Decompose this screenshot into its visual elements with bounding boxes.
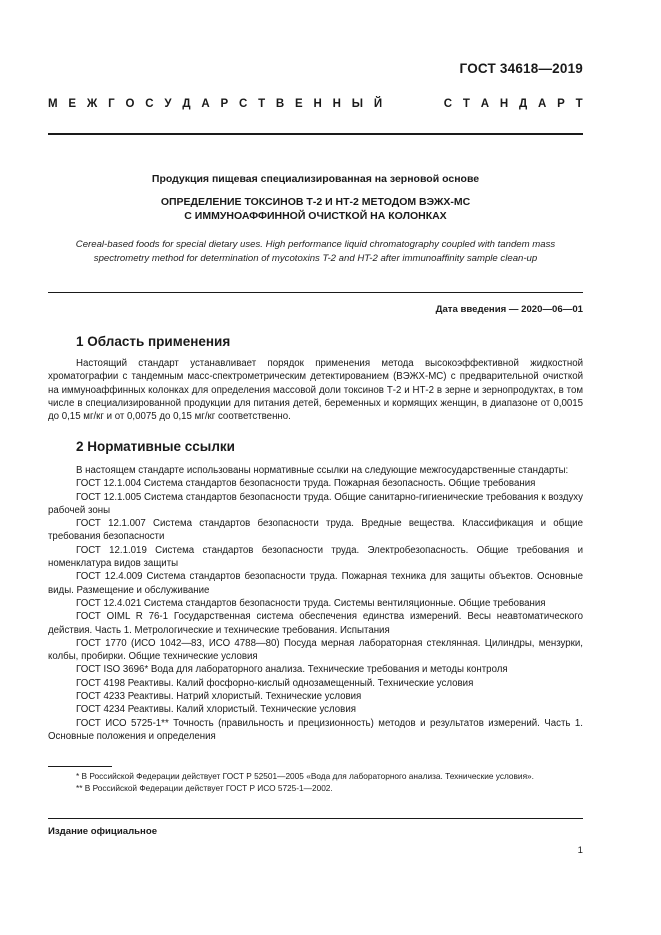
normative-references [48,464,583,743]
footnote-separator [48,766,112,767]
banner-letter: А [201,98,210,110]
document-title-en [48,238,583,266]
header-rule [48,133,583,135]
banner-letter: А [480,98,490,110]
banner-letter: Й [373,98,383,110]
banner-letter: Ж [86,98,98,110]
reference-item: ГОСТ 12.1.004 Система стандартов безопасности труда. Пожарная безопасность. Общие требования [76,478,536,490]
page-number: 1 [577,845,583,856]
reference-item: ГОСТ 12.1.005 Система стандартов безопасности труда. Общие санитарно-гигиенические требования к воздуху рабочей зоны [48,491,583,516]
reference-item: ГОСТ 12.4.021 Система стандартов безопасности труда. Системы вентиляционные. Общие требования [76,597,546,609]
footnote: ** В Российской Федерации действует ГОСТ Р ИСО 5725-1—2002. [76,783,333,793]
banner-letter: С [145,98,154,110]
reference-item: ГОСТ 1770 (ИСО 1042—83, ИСО 4788—80) Посуда мерная лабораторная стеклянная. Цилиндры, мензурки, колбы, пробирки. Общие технические условия [48,637,583,663]
section-heading: 1 Область применения [76,334,231,349]
title-rule [48,292,583,293]
banner-letter: Г [108,98,115,110]
banner-letter: Е [295,98,303,110]
reference-item: ГОСТ 12.1.007 Система стандартов безопасности труда. Вредные вещества. Классификация и общие требования безопасности [48,518,583,543]
banner-letter: Е [68,98,77,110]
reference-item: ГОСТ OIML R 76-1 Государственная система обеспечения единства измерений. Весы неавтоматического действия. Часть 1. Метрологические и технические требования. Испытания [48,611,583,636]
banner-letter: Н [332,98,341,110]
footnotes [48,770,583,794]
banner-letter: Т [462,98,470,110]
banner-letter: Н [499,98,509,110]
banner-letter: Р [220,98,229,110]
banner-letter: Д [182,98,191,110]
banner-letter: О [125,98,135,110]
banner-letter: Т [575,98,583,110]
product-category: Продукция пищевая специализированная на зерновой основе [151,173,480,185]
banner-gap [393,98,433,110]
banner-letter: С [443,98,453,110]
banner-letter: У [164,98,172,110]
reference-item: ГОСТ ИСО 5725-1** Точность (правильность и прецизионность) методов и результатов измерений. Часть 1. Основные положения и определения [48,717,583,742]
banner-letter: Д [518,98,528,110]
banner-letter: Т [258,98,266,110]
banner-letter: Н [313,98,322,110]
reference-item: ГОСТ 4233 Реактивы. Натрий хлористый. Технические условия [76,691,362,703]
reference-item: В настоящем стандарте использованы нормативные ссылки на следующие межгосударственные стандарты: [76,465,569,476]
reference-item: ГОСТ 12.1.019 Система стандартов безопасности труда. Электробезопасность. Общие требования и номенклатура видов защиты [48,544,583,570]
reference-item: ГОСТ 4198 Реактивы. Калий фосфорно-кислый однозамещенный. Технические условия [76,677,474,689]
official-edition-label: Издание официальное [48,826,158,837]
banner-letter: Ы [351,98,364,110]
standard-banner [48,98,583,110]
banner-letter: А [537,98,547,110]
footer-rule [48,818,583,819]
reference-item: ГОСТ 12.4.009 Система стандартов безопасности труда. Пожарная техника для защиты объектов. Основные виды. Размещение и обслуживание [48,571,583,596]
banner-letter: С [238,98,248,110]
introduction-date: Дата введения — 2020—06—01 [435,304,583,315]
banner-letter: В [275,98,285,110]
section-paragraph: Настоящий стандарт устанавливает порядок применения метода высокоэффективной жидкостной хроматографии с тандемным масс-спектрометрическим детектированием (ВЭЖХ-МС) с предварительной очисткой на иммуноаффинных колонках для определения массовой доли токсинов Т-2 и НТ-2 в зерне и зернопродуктах, в том числе в специализированной продукции для питания детей, беременных и кормящих женщин, в диапазоне от 0,0015 до 0,15 мг/кг и от 0,0075 до 0,15 мг/кг соответственно. [48,358,583,423]
reference-item: ГОСТ 4234 Реактивы. Калий хлористый. Технические условия [76,704,356,716]
document-id: ГОСТ 34618—2019 [459,61,583,76]
title-en-line: spectrometry method for determination of mycotoxins T-2 and HT-2 after immunoaffinity sample clean-up [93,253,538,264]
footnote: * В Российской Федерации действует ГОСТ Р 52501—2005 «Вода для лабораторного анализа. Технические условия». [76,771,534,781]
title-ru-line: С ИММУНОАФФИННОЙ ОЧИСТКОЙ НА КОЛОНКАХ [184,210,447,222]
section-heading: 2 Нормативные ссылки [76,439,235,454]
title-en-line: Cereal-based foods for special dietary uses. High performance liquid chromatography coupled with tandem mass [75,239,556,250]
reference-item: ГОСТ ISO 3696* Вода для лабораторного анализа. Технические требования и методы контроля [76,664,508,676]
banner-letter: Р [557,98,565,110]
document-title-ru [48,195,583,223]
title-ru-line: ОПРЕДЕЛЕНИЕ ТОКСИНОВ Т-2 И НТ-2 МЕТОДОМ ВЭЖХ-МС [160,196,471,208]
banner-letter: М [48,98,58,110]
